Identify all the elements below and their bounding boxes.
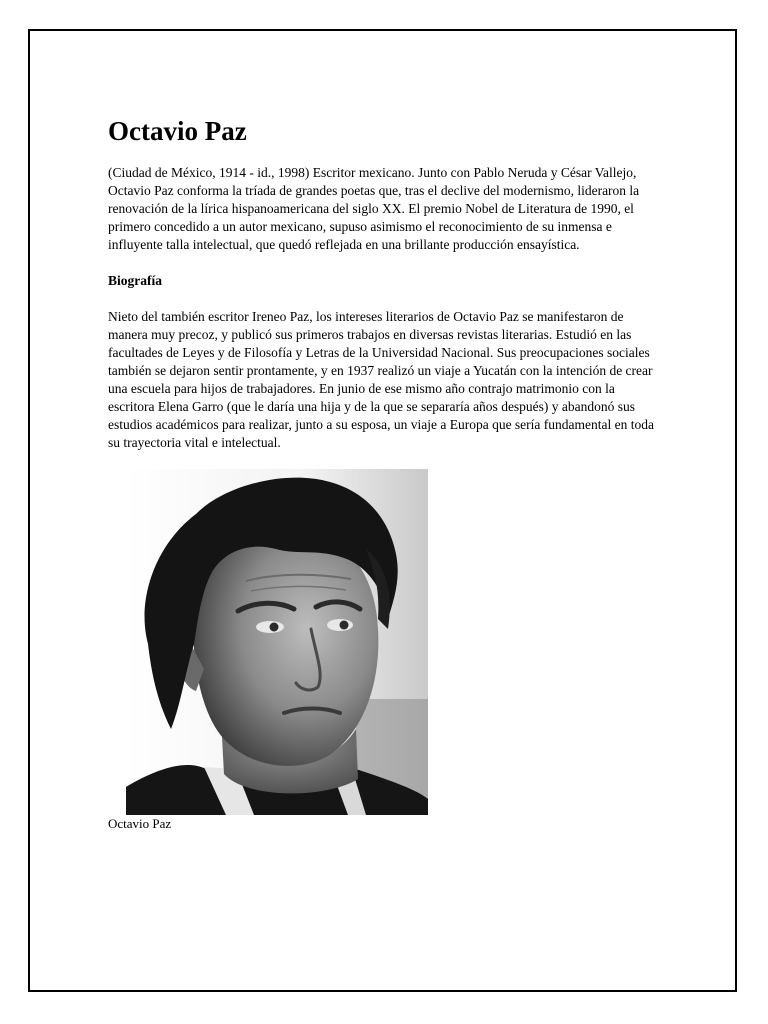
portrait-photo <box>126 469 428 815</box>
intro-paragraph: (Ciudad de México, 1914 - id., 1998) Escritor mexicano. Junto con Pablo Neruda y César Vallejo, Octavio Paz conforma la tríada de grandes poetas que, tras el declive del modernismo, lideraron la renovación de la lírica hispanoamericana del siglo XX. El premio Nobel de Literatura de 1990, el primero concedido a un autor mexicano, supuso asimismo el reconocimiento de su inmensa e influyente talla intelectual, que quedó reflejada en una brillante producción ensayística. <box>108 165 640 252</box>
image-caption: Octavio Paz <box>108 816 172 831</box>
section-heading-biografia: Biografía <box>108 273 162 288</box>
document-page <box>28 29 737 992</box>
page-title: Octavio Paz <box>108 116 247 146</box>
biography-paragraph: Nieto del también escritor Ireneo Paz, los intereses literarios de Octavio Paz se manifestaron de manera muy precoz, y publicó sus primeros trabajos en diversas revistas literarias. Estudió en las facultades de Leyes y de Filosofía y Letras de la Universidad Nacional. Sus preocupaciones sociales también se dejaron sentir prontamente, y en 1937 realizó un viaje a Yucatán con la intención de crear una escuela para hijos de trabajadores. En junio de ese mismo año contrajo matrimonio con la escritora Elena Garro (que le daría una hija y de la que se separaría años después) y abandonó sus estudios académicos para realizar, junto a su esposa, un viaje a Europa que sería fundamental en toda su trayectoria vital e intelectual. <box>108 309 654 450</box>
document-content <box>108 115 664 833</box>
